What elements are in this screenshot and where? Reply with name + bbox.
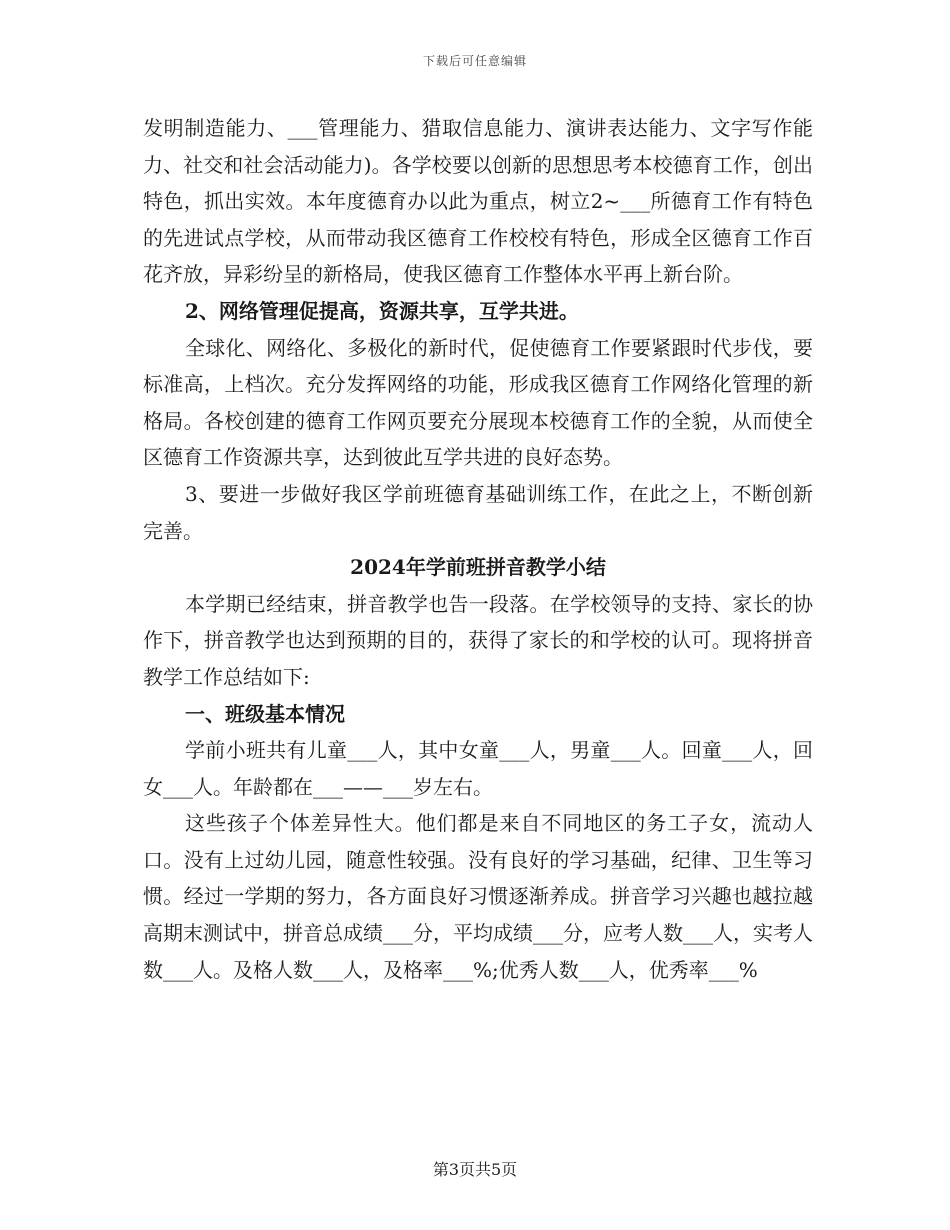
section-heading-class-info: 一、班级基本情况 <box>185 701 345 726</box>
paragraph-class-count: 学前小班共有儿童___人，其中女童___人，男童___人。回童___人，回女___人。年龄都在___——___岁左右。 <box>143 738 813 799</box>
page-header: 下载后可任意编辑 <box>422 54 527 68</box>
page-footer: 第3页共5页 <box>432 1160 518 1179</box>
paragraph-class-details: 这些孩子个体差异性大。他们都是来自不同地区的务工子女，流动人口。没有上过幼儿园，随意性较强。没有良好的学习基础，纪律、卫生等习惯。经过一学期的努力，各方面良好习惯逐渐养成。拼音学习兴趣也越拉越高期末测试中，拼音总成绩___分，平均成绩___分，应考人数___人，实考人数___人。及格人数___人，及格率___%;优秀人数___人，优秀率___% <box>143 811 813 982</box>
paragraph-network: 全球化、网络化、多极化的新时代，促使德育工作要紧跟时代步伐，要标准高，上档次。充分发挥网络的功能，形成我区德育工作网络化管理的新格局。各校创建的德育工作网页要充分展现本校德育工作的全貌，从而使全区德育工作资源共享，达到彼此互学共进的良好态势。 <box>143 335 813 470</box>
document-body <box>143 110 813 988</box>
paragraph-preschool-training: 3、要进一步做好我区学前班德育基础训练工作，在此之上，不断创新完善。 <box>143 481 813 543</box>
document-title: 2024年学前班拼音教学小结 <box>350 555 606 580</box>
paragraph-intro: 本学期已经结束，拼音教学也告一段落。在学校领导的支持、家长的协作下，拼音教学也达到预期的目的，获得了家长的和学校的认可。现将拼音教学工作总结如下: <box>143 591 813 689</box>
paragraph-continuation: 发明制造能力、___管理能力、猎取信息能力、演讲表达能力、文字写作能力、社交和社会活动能力)。各学校要以创新的思想思考本校德育工作，创出特色，抓出实效。本年度德育办以此为重点，树立2~___所德育工作有特色的先进试点学校，从而带动我区德育工作校校有特色，形成全区德育工作百花齐放，异彩纷呈的新格局，使我区德育工作整体水平再上新台阶。 <box>143 116 813 287</box>
section-heading-network: 2、网络管理促提高，资源共享，互学共进。 <box>185 298 579 323</box>
